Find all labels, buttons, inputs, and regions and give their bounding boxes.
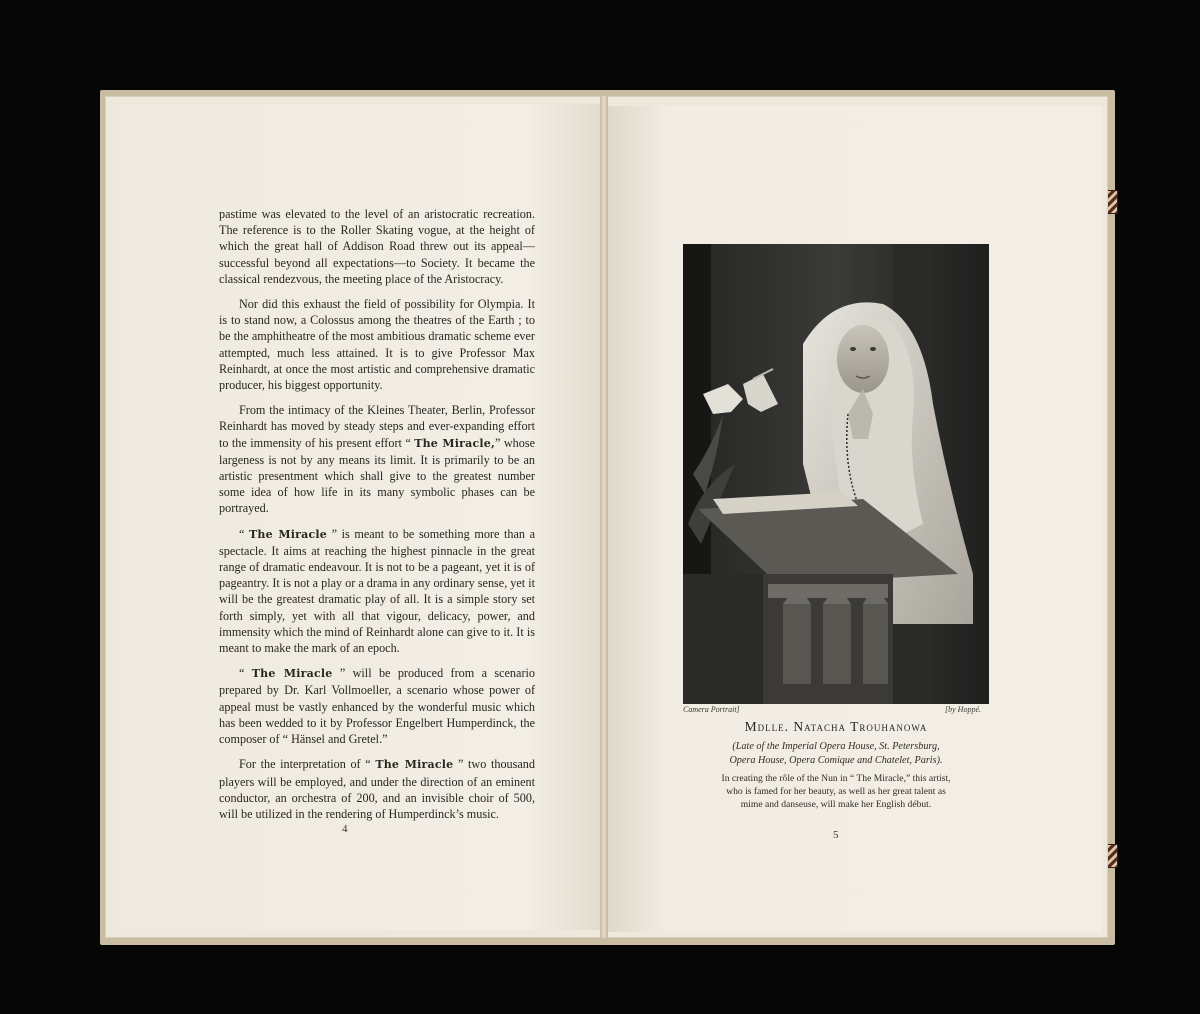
- caption-description-line: mime and danseuse, will make her English début.: [740, 799, 932, 810]
- paragraph-text: For the interpretation of “: [239, 757, 376, 772]
- paragraph-text: ” whose largeness is not by any means its limit. It is primarily to be an artistic presentment which shall give to the greatest number some idea of how life in its many symbolic phases can be portrayed.: [219, 435, 535, 516]
- play-title: The Miracle: [251, 667, 333, 681]
- left-page-body-text: [219, 206, 535, 831]
- body-paragraph: [219, 402, 535, 516]
- caption-description-line: In creating the rôle of the Nun in “ The Miracle,” this artist,: [721, 773, 951, 784]
- paragraph-text: From the intimacy of the Kleines Theater, Berlin, Professor Reinhardt has moved by steady steps and ever-expanding effort to the immensity of his present effort “: [219, 403, 535, 450]
- caption-subtitle-line: (Late of the Imperial Opera House, St. Petersburg,: [732, 741, 940, 752]
- center-gutter: [600, 96, 608, 938]
- caption-description-line: who is famed for her beauty, as well as her great talent as: [726, 786, 946, 797]
- paragraph-text: pastime was elevated to the level of an aristocratic recreation. The reference is to the Roller Skating vogue, at the height of which the great hall of Addison Road threw out its appeal—successful beyond all expectations—to Society. It became the classical rendezvous, the meeting place of the Aristocracy.: [219, 207, 535, 286]
- caption-description: [690, 772, 982, 811]
- portrait-photograph: [683, 244, 989, 704]
- play-title: The Miracle: [375, 758, 454, 772]
- caption-subtitle: [683, 740, 989, 768]
- play-title: The Miracle: [249, 527, 327, 541]
- photo-credit-left: Camera Portrait]: [683, 705, 740, 714]
- paragraph-text: “: [239, 526, 250, 541]
- paragraph-text: ” is meant to be something more than a spectacle. It aims at reaching the highest pinnacle in the great range of dramatic endeavour. It is not to be a pageant, yet it is of pageantry. It is not a play or a drama in any ordinary sense, yet it will be the greatest dramatic play of all. It is a simple story set forth simply, yet with all that vigour, delicacy, power, and immensity which the mind of Reinhardt alone can give to it. It is meant to make the mark of an epoch.: [219, 526, 535, 656]
- paragraph-text: ” two thousand players will be employed, and under the direction of an eminent conductor, an orchestra of 200, and an invisible choir of 500, will be utilized in the rendering of Humperdinck’s music.: [219, 757, 535, 821]
- left-page-number: 4: [342, 823, 348, 835]
- body-paragraph: [219, 756, 535, 822]
- caption-subtitle-line: Opera House, Opera Comique and Chatelet, Paris).: [729, 755, 943, 766]
- body-paragraph: [219, 296, 535, 393]
- caption-name: Mdlle. Natacha Trouhanowa: [744, 719, 928, 734]
- body-paragraph: [219, 526, 535, 657]
- paragraph-text: “: [239, 666, 252, 681]
- paragraph-text: Nor did this exhaust the field of possibility for Olympia. It is to stand now, a Colossus among the theatres of the Earth ; to be the amphitheatre of the most ambitious dramatic scheme ever attempted, much less attained. It is to give Professor Max Reinhardt, at once the most artistic and comprehensive dramatic producer, his biggest opportunity.: [219, 297, 535, 393]
- paragraph-text: ” will be produced from a scenario prepared by Dr. Karl Vollmoeller, a scenario whose power of appeal must be vastly enhanced by the wonderful music which has been wedded to it by Professor Engelbert Humperdinck, the composer of “ Hänsel and Gretel.”: [219, 666, 535, 747]
- body-paragraph: [219, 206, 535, 287]
- play-title: The Miracle,: [414, 436, 495, 450]
- photo-credit-right: [by Hoppé.: [945, 705, 981, 714]
- body-paragraph: [219, 665, 535, 747]
- right-page-number: 5: [833, 829, 839, 841]
